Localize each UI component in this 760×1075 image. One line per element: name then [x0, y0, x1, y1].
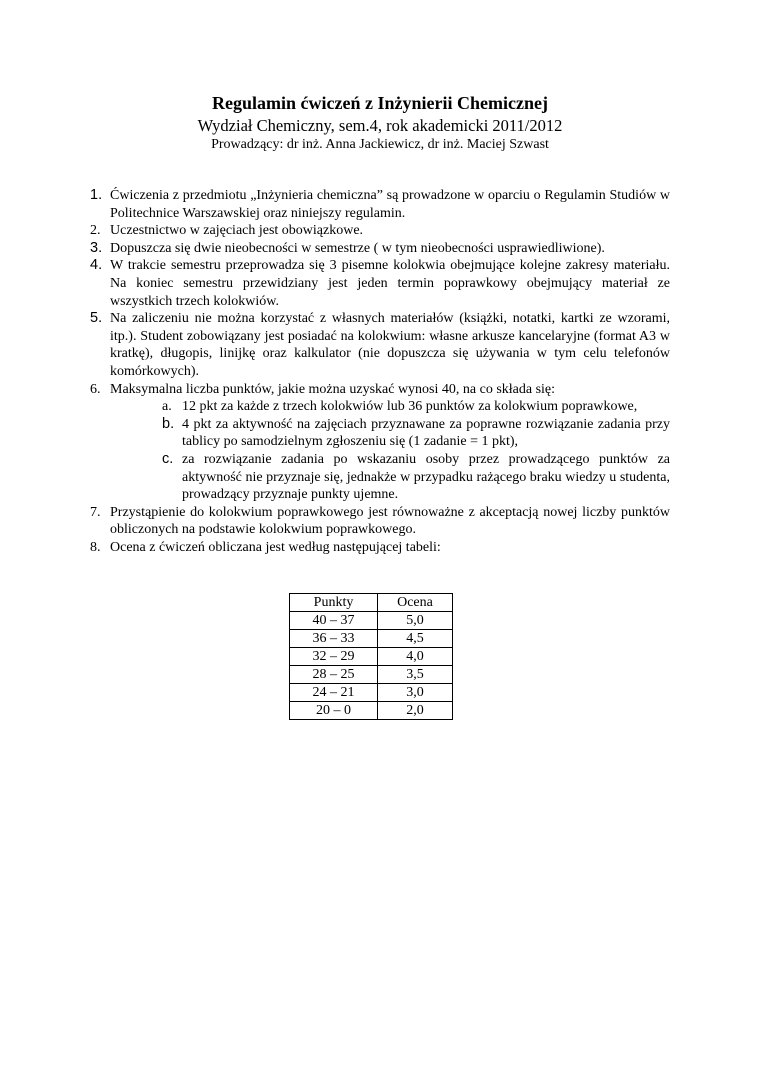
- rule-item-3: [90, 240, 670, 258]
- document-title: Regulamin ćwiczeń z Inżynierii Chemicznej: [212, 93, 548, 113]
- rule-number: 1.: [90, 187, 103, 203]
- grade-cell: 3,0: [378, 684, 453, 702]
- rule-item-5: [90, 310, 670, 380]
- grade-cell: 5,0: [378, 612, 453, 630]
- rule-item-7: [90, 504, 670, 539]
- table-row: [290, 648, 453, 666]
- rule-text: Na zaliczeniu nie można korzystać z własnych materiałów (książki, notatki, kartki ze wzorami, itp.). Student zobowiązany jest posiadać na kolokwium: własne arkusze kancelaryjne (format A3 w kratkę), długopis, linijkę oraz kalkulator (nie dopuszcza się używania w tym celu telefonów komórkowych).: [110, 311, 670, 379]
- subitem-text: 4 pkt za aktywność na zajęciach przyznawane za poprawne rozwiązanie zadania przy tablicy po samodzielnym zgłoszeniu się (1 zadanie = 1 pkt),: [182, 416, 670, 450]
- subitem-letter: c.: [162, 450, 174, 467]
- rule-subitem-b: [162, 416, 670, 451]
- grade-table: [289, 593, 453, 720]
- grade-cell: 4,0: [378, 648, 453, 666]
- rule-item-1: [90, 187, 670, 222]
- points-cell: 24 – 21: [290, 684, 378, 702]
- rule-subitem-a: [162, 398, 670, 416]
- table-row: [290, 666, 453, 684]
- table-row: [290, 612, 453, 630]
- rule-item-8: [90, 539, 670, 557]
- subitem-text: 12 pkt za każde z trzech kolokwiów lub 36 punktów za kolokwium poprawkowe,: [182, 399, 638, 415]
- rule-text: Maksymalna liczba punktów, jakie można uzyskać wynosi 40, na co składa się:: [110, 381, 556, 397]
- rule-item-4: [90, 257, 670, 310]
- grade-cell: 2,0: [378, 702, 453, 720]
- table-row: [290, 630, 453, 648]
- rule-text: Ocena z ćwiczeń obliczana jest według następującej tabeli:: [110, 539, 441, 555]
- column-header-points: Punkty: [290, 594, 378, 612]
- rule-text: Przystąpienie do kolokwium poprawkowego jest równoważne z akceptacją nowej liczby punktów obliczonych na podstawie kolokwium poprawkowego.: [110, 504, 670, 538]
- document-subtitle: Wydział Chemiczny, sem.4, rok akademicki 2011/2012: [197, 116, 563, 135]
- table-header-row: [290, 594, 453, 612]
- rule-subitem-c: [162, 451, 670, 504]
- points-cell: 40 – 37: [290, 612, 378, 630]
- rule-text: Ćwiczenia z przedmiotu „Inżynieria chemiczna” są prowadzone w oparciu o Regulamin Studiów w Politechnice Warszawskiej oraz niniejszy regulamin.: [110, 188, 670, 221]
- table-row: [290, 702, 453, 720]
- points-cell: 28 – 25: [290, 666, 378, 684]
- lecturers-line: Prowadzący: dr inż. Anna Jackiewicz, dr inż. Maciej Szwast: [211, 137, 549, 152]
- subitem-text: za rozwiązanie zadania po wskazaniu osoby przez prowadzącego punktów za aktywność nie przyznaje się, jednakże w przypadku rażącego braku wiedzy u studenta, prowadzący przyznaje punkty ujemne.: [182, 451, 670, 503]
- rule-number: 3.: [90, 239, 103, 256]
- points-cell: 36 – 33: [290, 630, 378, 648]
- rule-number: 2.: [90, 223, 101, 239]
- points-cell: 20 – 0: [290, 702, 378, 720]
- rule-number: 6.: [90, 381, 101, 397]
- rule-item-2: [90, 222, 670, 240]
- grade-cell: 4,5: [378, 630, 453, 648]
- rule-text: Uczestnictwo w zajęciach jest obowiązkowe.: [110, 223, 364, 239]
- rules-list: [90, 187, 670, 556]
- table-row: [290, 684, 453, 702]
- rule-number: 8.: [90, 539, 101, 555]
- grade-cell: 3,5: [378, 666, 453, 684]
- rule-item-6: [90, 381, 670, 399]
- subitem-letter: b.: [162, 415, 175, 432]
- rule-number: 7.: [90, 504, 101, 520]
- column-header-grade: Ocena: [378, 594, 453, 612]
- rule-text: W trakcie semestru przeprowadza się 3 pisemne kolokwia obejmujące kolejne zakresy materiału. Na koniec semestru przewidziany jest jeden termin poprawkowy obejmujący materiał ze wszystkich trzech kolokwiów.: [110, 258, 670, 309]
- rule-number: 5.: [90, 310, 103, 327]
- points-cell: 32 – 29: [290, 648, 378, 666]
- rule-text: Dopuszcza się dwie nieobecności w semestrze ( w tym nieobecności usprawiedliwione).: [110, 240, 605, 256]
- subitem-letter: a.: [162, 399, 172, 415]
- rule-number: 4.: [90, 257, 103, 274]
